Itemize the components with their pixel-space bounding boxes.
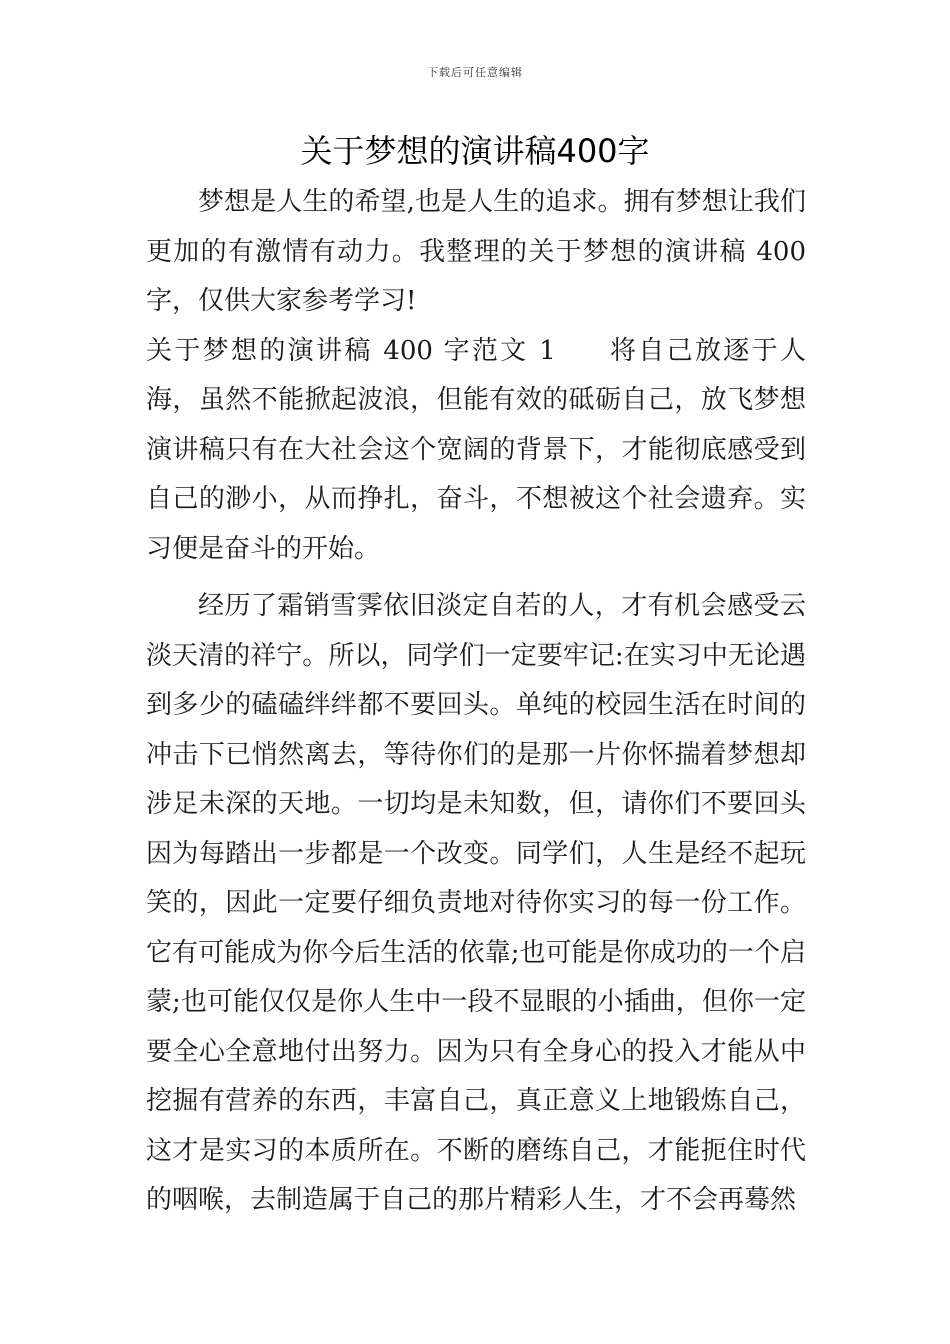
document-body: [146, 178, 806, 1226]
intro-paragraph: 梦想是人生的希望,也是人生的追求。拥有梦想让我们更加的有激情有动力。我整理的关于梦想的演讲稿 400 字，仅供大家参考学习!: [146, 187, 806, 316]
document-title: 关于梦想的演讲稿400字: [300, 132, 650, 170]
section-paragraph-1-text: 将自己放逐于人海，虽然不能掀起波浪，但能有效的砥砺自己，放飞梦想演讲稿只有在大社会这个宽阔的背景下，才能彻底感受到自己的渺小，从而挣扎，奋斗，不想被这个社会遗弃。实习便是奋斗的开始。: [146, 335, 806, 564]
header-note: 下载后可任意编辑: [427, 66, 523, 79]
section-heading: 关于梦想的演讲稿 400 字范文 1: [146, 335, 556, 366]
section-paragraph-1: [146, 327, 806, 575]
section-paragraph-2: 经历了霜销雪霁依旧淡定自若的人，才有机会感受云淡天清的祥宁。所以，同学们一定要牢记:在实习中无论遇到多少的磕磕绊绊都不要回头。单纯的校园生活在时间的冲击下已悄然离去，等待你们的是那一片你怀揣着梦想却涉足未深的天地。一切均是未知数，但，请你们不要回头因为每踏出一步都是一个改变。同学们，人生是经不起玩笑的，因此一定要仔细负责地对待你实习的每一份工作。它有可能成为你今后生活的依靠;也可能是你成功的一个启蒙;也可能仅仅是你人生中一段不显眼的小插曲，但你一定要全心全意地付出努力。因为只有全身心的投入才能从中挖掘有营养的东西，丰富自己，真正意义上地锻炼自己，这才是实习的本质所在。不断的磨练自己，才能扼住时代的咽喉，去制造属于自己的那片精彩人生，才不会再蓦然: [146, 591, 806, 1215]
